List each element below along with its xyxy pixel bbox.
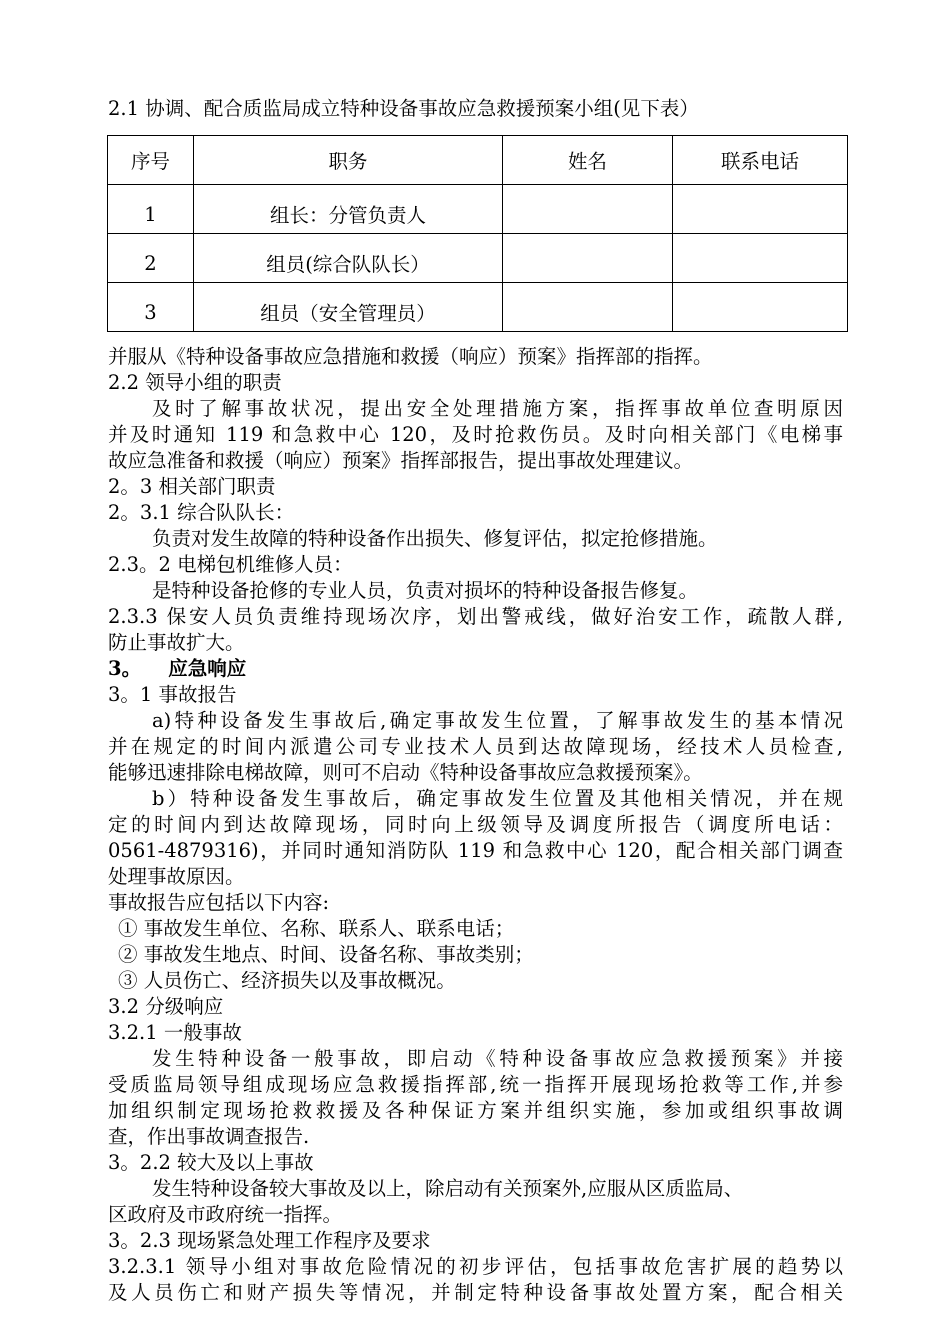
section-heading: 3。2.2 较大及以上事故 bbox=[108, 1151, 314, 1174]
section-heading: 2.3。2 电梯包机维修人员： bbox=[108, 553, 353, 576]
row-number: 1 bbox=[108, 185, 194, 234]
body-line: 是特种设备抢修的专业人员，负责对损坏的特种设备报告修复。 bbox=[152, 579, 699, 602]
section-heading: 2。3.1 综合队队长： bbox=[108, 501, 295, 524]
body-line: 负责对发生故障的特种设备作出损失、修复评估，拟定抢修措施。 bbox=[152, 527, 718, 550]
body-line: 查，作出事故调查报告. bbox=[108, 1125, 310, 1148]
body-line: 事故报告应包括以下内容: bbox=[108, 891, 330, 914]
body-line: 处理事故原因。 bbox=[108, 865, 245, 888]
row-number: 3 bbox=[108, 283, 194, 332]
row-phone bbox=[673, 283, 848, 332]
body-line: 定的时间内到达故障现场，同时向上级领导及调度所报告（调度所电话： bbox=[108, 813, 843, 836]
list-item: ② 事故发生地点、时间、设备名称、事故类别； bbox=[118, 943, 534, 966]
table-row bbox=[108, 234, 848, 283]
table-row bbox=[108, 283, 848, 332]
table-header-row bbox=[108, 136, 848, 185]
body-line: 防止事故扩大。 bbox=[108, 631, 245, 654]
section-heading: 2.2 领导小组的职责 bbox=[108, 371, 282, 394]
row-position: 组员(综合队队长） bbox=[194, 234, 503, 283]
row-position: 组长：分管负责人 bbox=[194, 185, 503, 234]
body-line: 故应急准备和救援（响应）预案》指挥部报告，提出事故处理建议。 bbox=[108, 449, 694, 472]
header-cell-number: 序号 bbox=[108, 136, 194, 185]
section-heading: 3。1 事故报告 bbox=[108, 683, 237, 706]
table-row bbox=[108, 185, 848, 234]
section-heading: 3。2.3 现场紧急处理工作程序及要求 bbox=[108, 1229, 431, 1252]
row-number: 2 bbox=[108, 234, 194, 283]
list-item: ① 事故发生单位、名称、联系人、联系电话； bbox=[118, 917, 515, 940]
body-line: 并在规定的时间内派遣公司专业技术人员到达故障现场，经技术人员检查, bbox=[108, 735, 843, 758]
body-line: 区政府及市政府统一指挥。 bbox=[108, 1203, 343, 1226]
body-line: 0561-4879316)，并同时通知消防队 119 和急救中心 120，配合相关部门调查 bbox=[108, 839, 843, 862]
section-heading: 2。3 相关部门职责 bbox=[108, 475, 276, 498]
row-name bbox=[503, 185, 673, 234]
row-phone bbox=[673, 185, 848, 234]
row-phone bbox=[673, 234, 848, 283]
row-position: 组员（安全管理员） bbox=[194, 283, 503, 332]
body-line: 及时了解事故状况，提出安全处理措施方案，指挥事故单位查明原因 bbox=[152, 397, 843, 420]
section-heading: 3.2 分级响应 bbox=[108, 995, 224, 1018]
body-line: 2.3.3 保安人员负责维持现场次序，划出警戒线，做好治安工作，疏散人群, bbox=[108, 605, 843, 628]
section-3-heading: 3。 应急响应 bbox=[108, 657, 247, 680]
body-line: 受质监局领导组成现场应急救援指挥部,统一指挥开展现场抢救等工作,并参 bbox=[108, 1073, 843, 1096]
section-heading: 3.2.1 一般事故 bbox=[108, 1021, 242, 1044]
body-line: 发生特种设备较大事故及以上，除启动有关预案外,应服从区质监局、 bbox=[152, 1177, 744, 1200]
row-name bbox=[503, 283, 673, 332]
row-name bbox=[503, 234, 673, 283]
body-line: 并及时通知 119 和急救中心 120，及时抢救伤员。及时向相关部门《电梯事 bbox=[108, 423, 843, 446]
body-line: 发生特种设备一般事故，即启动《特种设备事故应急救援预案》并接 bbox=[152, 1047, 843, 1070]
body-line: 并服从《特种设备事故应急措施和救援（响应）预案》指挥部的指挥。 bbox=[108, 345, 713, 368]
header-cell-phone: 联系电话 bbox=[673, 136, 848, 185]
body-line: b）特种设备发生事故后，确定事故发生位置及其他相关情况，并在规 bbox=[152, 787, 843, 810]
body-line: 及人员伤亡和财产损失等情况，并制定特种设备事故处置方案，配合相关 bbox=[108, 1281, 843, 1304]
section-2-1-heading: 2.1 协调、配合质监局成立特种设备事故应急救援预案小组(见下表） bbox=[108, 97, 699, 120]
body-line: 加组织制定现场抢救救援及各种保证方案并组织实施，参加或组织事故调 bbox=[108, 1099, 843, 1122]
body-line: a)特种设备发生事故后,确定事故发生位置，了解事故发生的基本情况 bbox=[152, 709, 843, 732]
list-item: ③ 人员伤亡、经济损失以及事故概况。 bbox=[118, 969, 456, 992]
header-cell-name: 姓名 bbox=[503, 136, 673, 185]
body-line: 3.2.3.1 领导小组对事故危险情况的初步评估，包括事故危害扩展的趋势以 bbox=[108, 1255, 843, 1278]
body-line: 能够迅速排除电梯故障，则可不启动《特种设备事故应急救援预案》。 bbox=[108, 761, 703, 784]
emergency-team-table bbox=[107, 135, 848, 332]
header-cell-position: 职务 bbox=[194, 136, 503, 185]
